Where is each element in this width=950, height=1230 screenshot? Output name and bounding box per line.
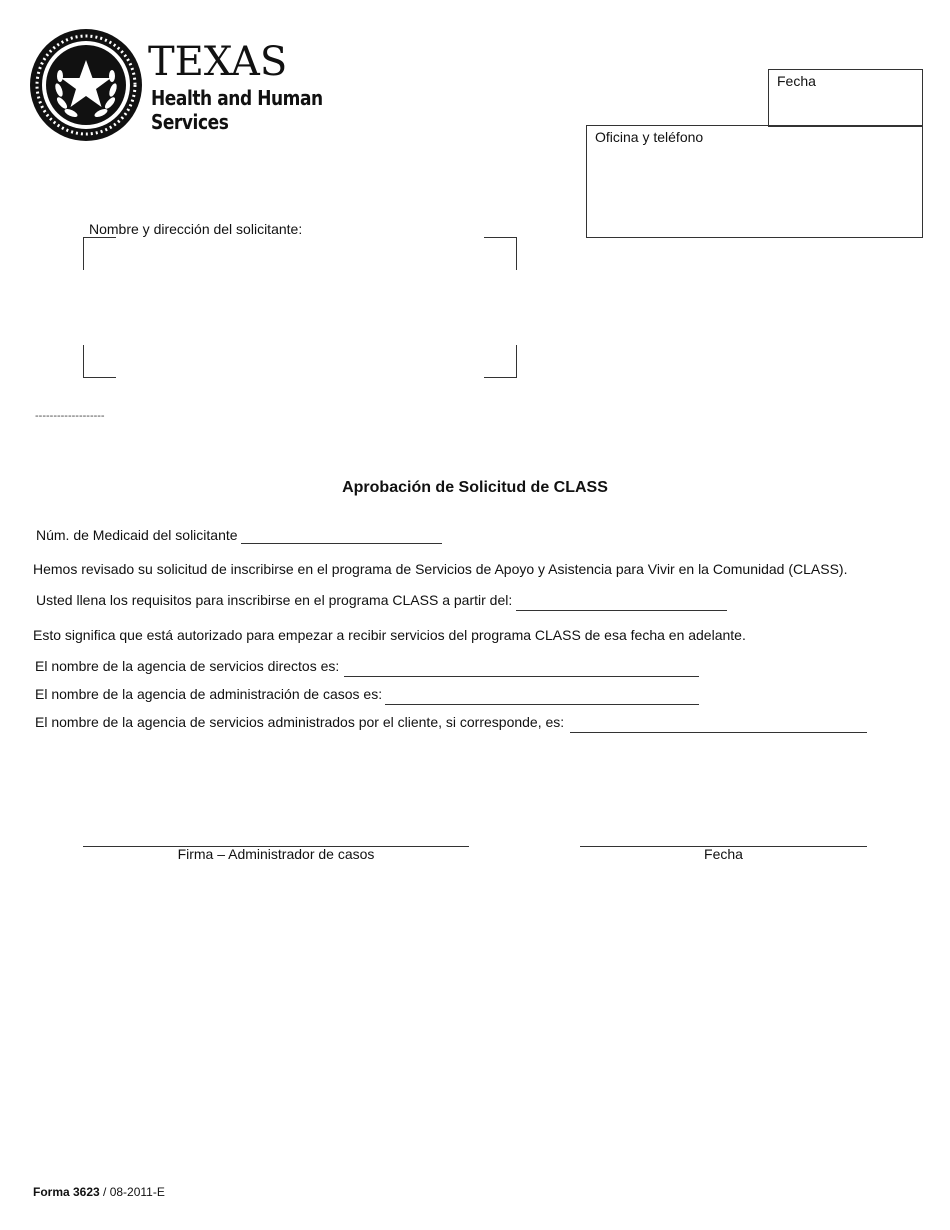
cds-agency-label: El nombre de la agencia de servicios administrados por el cliente, si corresponde, es: <box>35 714 565 730</box>
eligible-from-label: Usted llena los requisitos para inscribirse en el programa CLASS a partir del: <box>36 592 513 608</box>
medicaid-number-field[interactable] <box>241 543 442 544</box>
form-footer <box>33 1185 165 1199</box>
authorized-statement: Esto significa que está autorizado para empezar a recibir servicios del programa CLASS de esa fecha en adelante. <box>33 627 746 643</box>
signature-date-label: Fecha <box>704 846 743 862</box>
date-box-label: Fecha <box>777 73 816 89</box>
logo-wordmark-line1: Health and Human <box>151 86 323 110</box>
office-phone-box[interactable] <box>586 125 923 238</box>
logo-wordmark-line2: Services <box>151 110 229 134</box>
dashed-separator: ------------------- <box>35 410 105 422</box>
medicaid-number-label: Núm. de Medicaid del solicitante <box>36 527 238 543</box>
direct-services-agency-label: El nombre de la agencia de servicios directos es: <box>35 658 340 674</box>
case-manager-signature-label: Firma – Administrador de casos <box>177 846 375 862</box>
address-corner-top-left <box>83 237 116 270</box>
address-corner-top-right <box>484 237 517 270</box>
logo-wordmark-texas: TEXAS <box>148 39 288 85</box>
reviewed-statement: Hemos revisado su solicitud de inscribirse en el programa de Servicios de Apoyo y Asistencia para Vivir en la Comunidad (CLASS). <box>33 561 848 577</box>
form-title: Aprobación de Solicitud de CLASS <box>342 479 608 496</box>
form-version: / 08-2011-E <box>99 1185 165 1199</box>
case-management-agency-label: El nombre de la agencia de administración de casos es: <box>35 686 383 702</box>
applicant-address-window[interactable] <box>83 237 517 378</box>
direct-services-agency-field[interactable] <box>344 676 699 677</box>
eligible-from-date-field[interactable] <box>516 610 727 611</box>
applicant-name-address-label: Nombre y dirección del solicitante: <box>89 221 303 237</box>
office-phone-label: Oficina y teléfono <box>595 129 704 145</box>
cds-agency-field[interactable] <box>570 732 867 733</box>
form-number: Forma 3623 <box>33 1185 100 1199</box>
texas-star-seal-icon <box>29 28 143 142</box>
texas-seal-logo <box>29 28 143 142</box>
address-corner-bottom-left <box>83 345 116 378</box>
address-corner-bottom-right <box>484 345 517 378</box>
case-management-agency-field[interactable] <box>385 704 699 705</box>
date-box[interactable] <box>768 69 923 127</box>
